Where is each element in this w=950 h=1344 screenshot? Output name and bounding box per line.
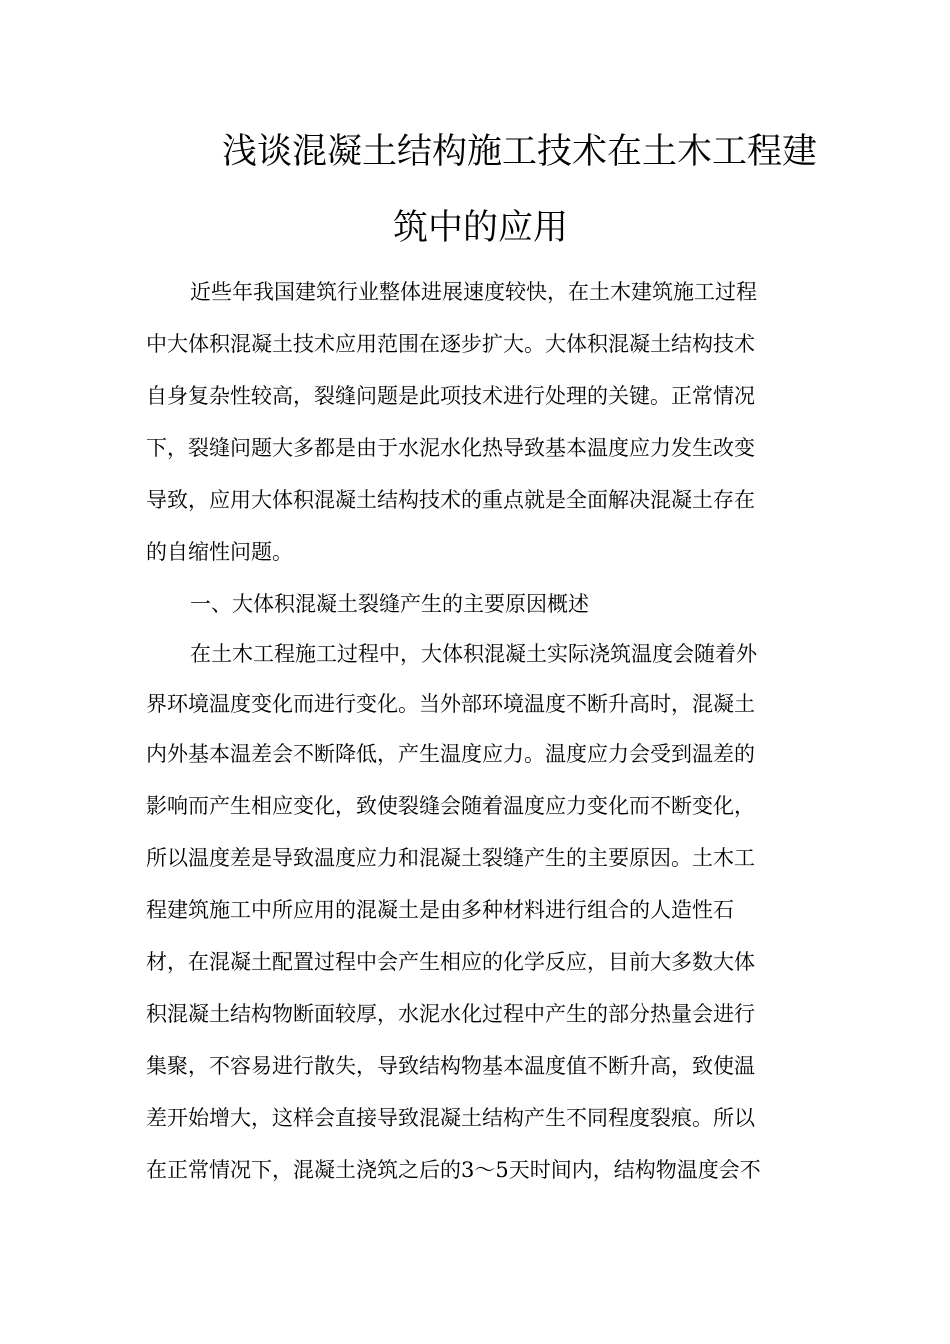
text-line: 所以温度差是导致温度应力和混凝土裂缝产生的主要原因。土木工 xyxy=(146,846,755,870)
text-line: 差开始增大，这样会直接导致混凝土结构产生不同程度裂痕。所以 xyxy=(146,1106,755,1130)
section-heading-text: 一、大体积混凝土裂缝产生的主要原因概述 xyxy=(190,592,589,616)
document-title-line-1: 浅谈混凝土结构施工技术在土木工程建 xyxy=(222,132,818,172)
text-line: 程建筑施工中所应用的混凝土是由多种材料进行组合的人造性石 xyxy=(146,898,734,922)
text-line: 在正常情况下，混凝土浇筑之后的3～5天时间内，结构物温度会不 xyxy=(146,1158,761,1182)
text-line: 集聚，不容易进行散失，导致结构物基本温度值不断升高，致使温 xyxy=(146,1054,755,1078)
text-line: 下，裂缝问题大多都是由于水泥水化热导致基本温度应力发生改变 xyxy=(146,436,755,460)
text-line: 在土木工程施工过程中，大体积混凝土实际浇筑温度会随着外 xyxy=(190,642,757,666)
text-line: 材，在混凝土配置过程中会产生相应的化学反应，目前大多数大体 xyxy=(146,950,755,974)
text-line: 的自缩性问题。 xyxy=(146,540,293,564)
text-line: 近些年我国建筑行业整体进展速度较快，在土木建筑施工过程 xyxy=(190,280,757,304)
document-title-line-2: 筑中的应用 xyxy=(393,208,569,248)
text-line: 内外基本温差会不断降低，产生温度应力。温度应力会受到温差的 xyxy=(146,742,755,766)
text-line: 导致，应用大体积混凝土结构技术的重点就是全面解决混凝土存在 xyxy=(146,488,755,512)
text-line: 自身复杂性较高，裂缝问题是此项技术进行处理的关键。正常情况 xyxy=(146,384,755,408)
text-line: 中大体积混凝土技术应用范围在逐步扩大。大体积混凝土结构技术 xyxy=(146,332,755,356)
text-line: 界环境温度变化而进行变化。当外部环境温度不断升高时，混凝土 xyxy=(146,692,755,716)
text-line: 积混凝土结构物断面较厚，水泥水化过程中产生的部分热量会进行 xyxy=(146,1002,755,1026)
text-line: 影响而产生相应变化，致使裂缝会随着温度应力变化而不断变化， xyxy=(146,794,755,818)
